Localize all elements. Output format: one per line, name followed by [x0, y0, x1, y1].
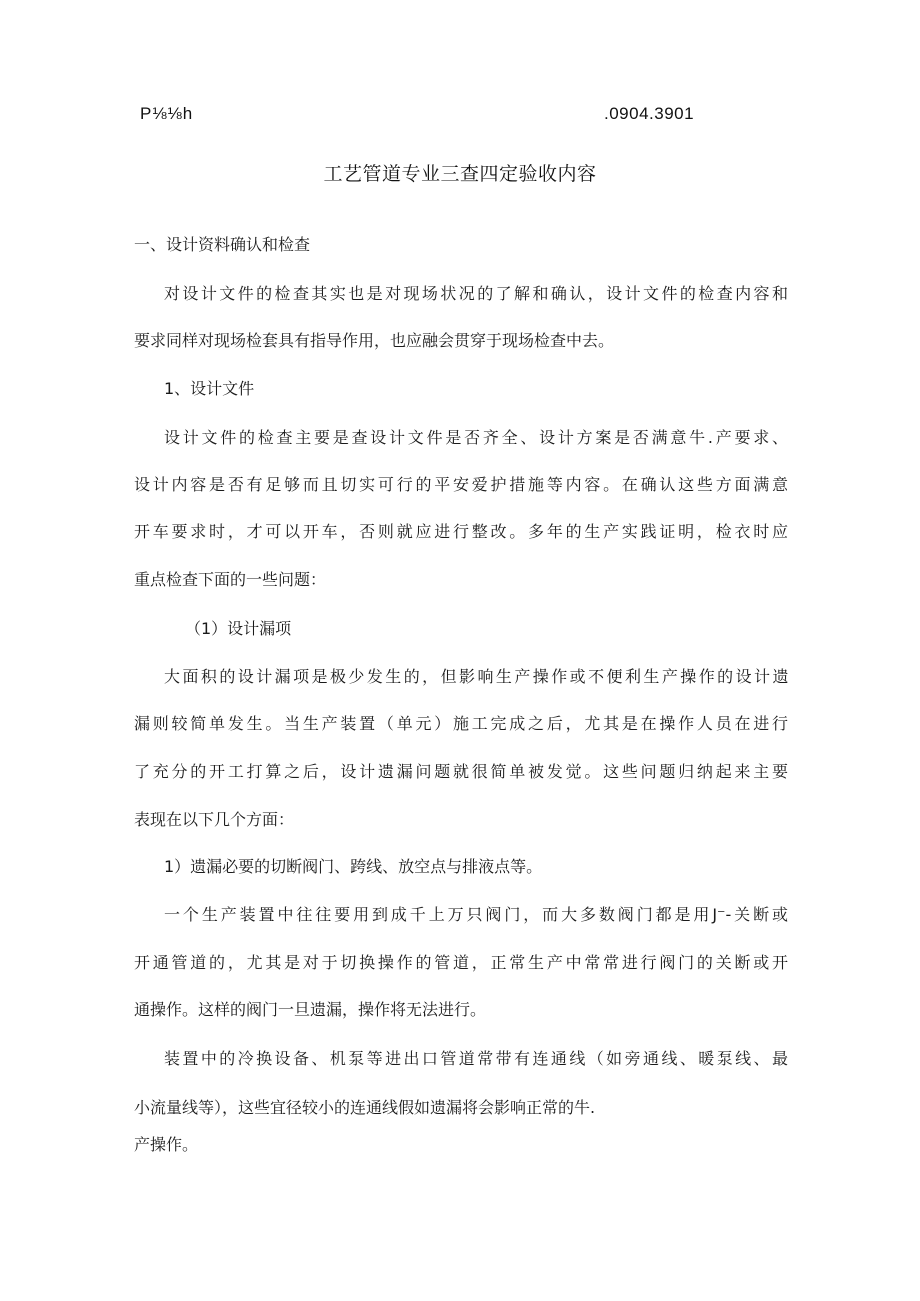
section-heading: 一、设计资料确认和检查: [134, 235, 311, 254]
paragraph-line: 表现在以下几个方面：: [134, 810, 295, 829]
paragraph-line: 开车要求时，才可以开车，否则就应进行整改。多年的生产实践证明，检衣时应: [134, 522, 788, 541]
paragraph-line: 对设计文件的检查其实也是对现场状况的了解和确认，设计文件的检查内容和: [164, 284, 788, 303]
paragraph-line: 要求同样对现场检套具有指导作用，也应融会贯穿于现场检查中去。: [134, 331, 615, 350]
paragraph-line: 产操作。: [134, 1135, 199, 1154]
paragraph-line: 设计文件的检查主要是查设计文件是否齐全、设计方案是否满意牛.产要求、: [164, 428, 788, 447]
paragraph-line: 通操作。这样的阀门一旦遗漏，操作将无法进行。: [134, 1000, 487, 1019]
paragraph-line: 大面积的设计漏项是极少发生的，但影响生产操作或不便利生产操作的设计遗: [164, 667, 788, 686]
paragraph-line: 漏则较简单发生。当生产装置（单元）施工完成之后，尤其是在操作人员在进行: [134, 714, 788, 733]
paragraph-line: 装置中的冷换设备、机泵等进出口管道常带有连通线（如旁通线、暖泵线、最: [164, 1049, 788, 1068]
paragraph-line: 设计内容是否有足够而且切实可行的平安爱护措施等内容。在确认这些方面满意: [134, 475, 788, 494]
item-heading: （1）设计漏项: [185, 619, 292, 638]
paragraph-line: 一个生产装置中往往要用到成千上万只阀门，而大多数阀门都是用J⁻-关断或: [164, 905, 788, 924]
document-title: 工艺管道专业三查四定验收内容: [323, 163, 597, 185]
point-heading: 1）遗漏必要的切断阀门、跨线、放空点与排液点等。: [164, 857, 543, 876]
subsection-heading: 1、设计文件: [164, 379, 255, 398]
paragraph-line: 开通管道的，尤其是对于切换操作的管道，正常生产中常常进行阀门的关断或开: [134, 953, 788, 972]
paragraph-line: 小流量线等），这些宜径较小的连通线假如遗漏将会影响正常的牛.: [134, 1098, 596, 1117]
document-code-right: .0904.3901: [604, 104, 695, 123]
paragraph-line: 了充分的开工打算之后，设计遗漏问题就很简单被发觉。这些问题归纳起来主要: [134, 762, 788, 781]
document-code-left: P⅛⅛h: [140, 104, 194, 123]
paragraph-line: 重点检查下面的一些问题：: [134, 570, 327, 589]
